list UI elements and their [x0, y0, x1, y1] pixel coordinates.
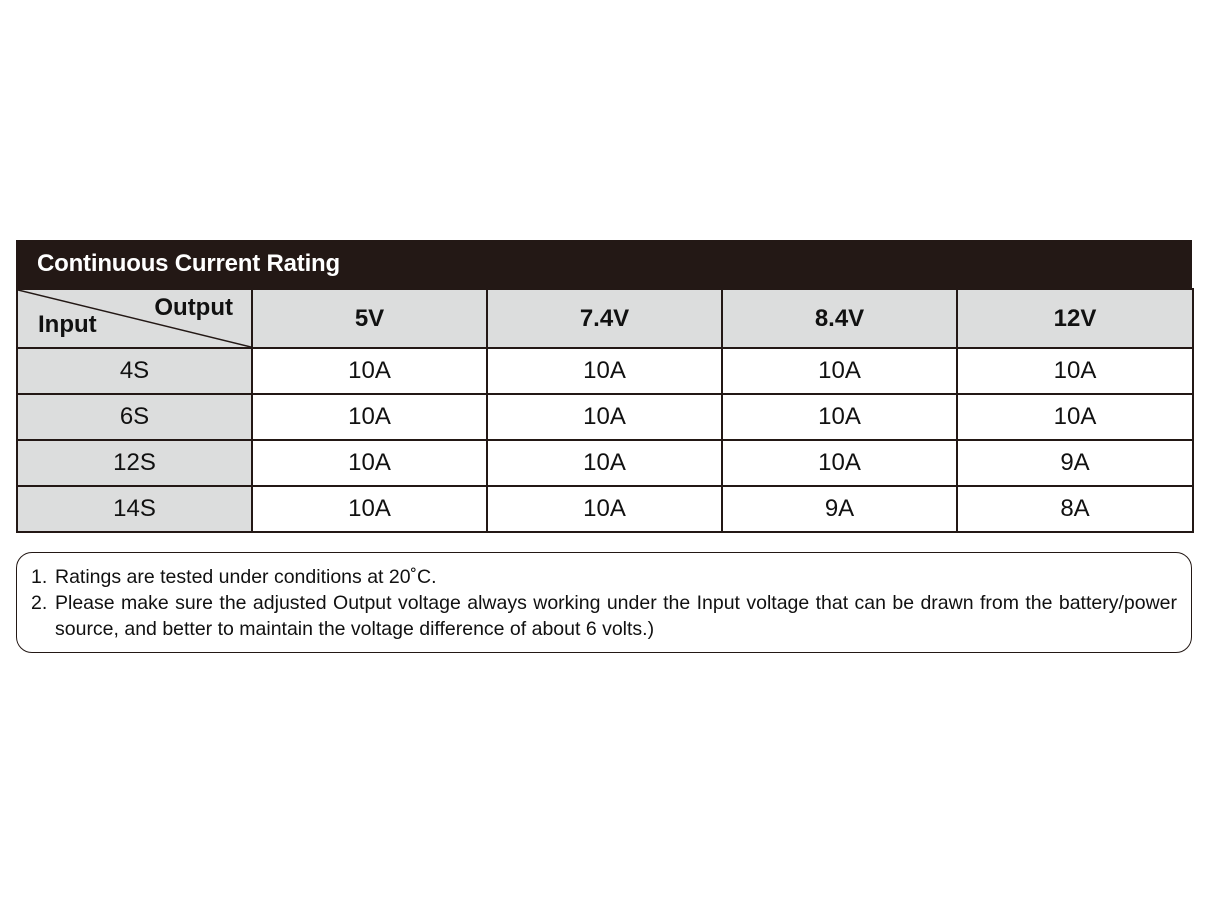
- table-row: [17, 486, 1193, 532]
- table-cell: 10A: [957, 348, 1193, 394]
- corner-header-cell: [17, 289, 252, 348]
- table-row: [17, 394, 1193, 440]
- note-item: [31, 590, 1177, 642]
- note-number: 2.: [31, 592, 48, 614]
- table-header-row: [17, 289, 1193, 348]
- table-cell: 10A: [722, 440, 957, 486]
- table-cell: 10A: [722, 394, 957, 440]
- table-title-bar: [16, 240, 1192, 288]
- table-row: [17, 348, 1193, 394]
- column-header: 8.4V: [722, 289, 957, 348]
- table-cell: 9A: [957, 440, 1193, 486]
- row-label: 6S: [17, 394, 252, 440]
- row-label: 12S: [17, 440, 252, 486]
- column-header: 7.4V: [487, 289, 722, 348]
- table-title: Continuous Current Rating: [37, 250, 340, 277]
- notes-box: [16, 552, 1192, 653]
- table-cell: 10A: [487, 486, 722, 532]
- column-header: 5V: [252, 289, 487, 348]
- note-text: Please make sure the adjusted Output voltage always working under the Input voltage that can be drawn from the battery/power source, and better to maintain the voltage difference of about 6 volts.): [55, 592, 1177, 640]
- table-cell: 10A: [487, 348, 722, 394]
- table-cell: 10A: [722, 348, 957, 394]
- continuous-current-rating-section: [16, 240, 1192, 533]
- output-axis-label: Output: [154, 294, 233, 321]
- table-cell: 10A: [957, 394, 1193, 440]
- table-cell: 10A: [252, 394, 487, 440]
- row-label: 4S: [17, 348, 252, 394]
- table-cell: 10A: [252, 348, 487, 394]
- row-label: 14S: [17, 486, 252, 532]
- table-cell: 9A: [722, 486, 957, 532]
- input-axis-label: Input: [38, 311, 97, 338]
- table-cell: 10A: [487, 440, 722, 486]
- table-cell: 10A: [252, 440, 487, 486]
- current-rating-table: [16, 288, 1194, 533]
- table-cell: 10A: [252, 486, 487, 532]
- note-number: 1.: [31, 566, 48, 588]
- note-text: Ratings are tested under conditions at 20˚C.: [55, 566, 437, 588]
- table-cell: 8A: [957, 486, 1193, 532]
- column-header: 12V: [957, 289, 1193, 348]
- note-item: [31, 564, 1177, 590]
- table-cell: 10A: [487, 394, 722, 440]
- table-row: [17, 440, 1193, 486]
